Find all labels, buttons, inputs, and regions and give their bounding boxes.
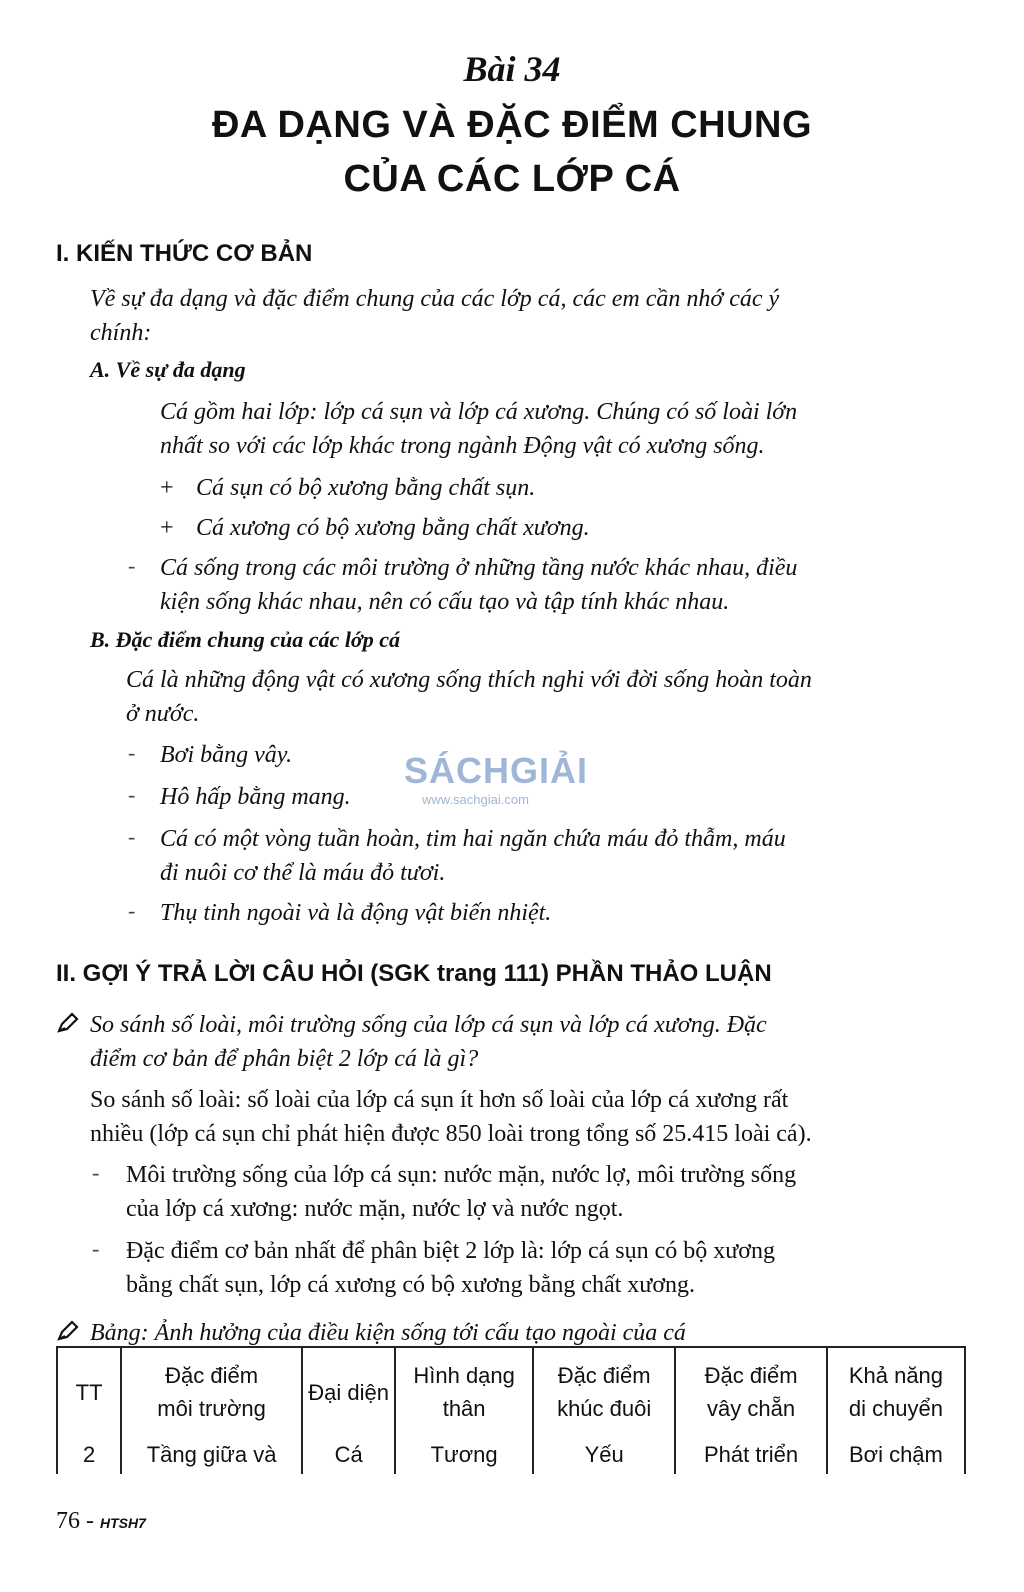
book-code: HTSH7 (100, 1515, 146, 1531)
a-paragraph1-line2: nhất so với các lớp khác trong ngành Động vật có xương sống. (160, 433, 765, 459)
table-cell: 2 (57, 1436, 121, 1474)
table-header-row (57, 1347, 965, 1436)
dash-marker: - (128, 740, 136, 765)
table-cell: Yếu (533, 1436, 675, 1474)
table-header-cell: Đặc điểm môi trường (121, 1347, 302, 1436)
b-item4: Thụ tinh ngoài và là động vật biến nhiệt. (160, 900, 552, 926)
b-paragraph-line2: ở nước. (126, 701, 200, 727)
watermark-url: www.sachgiai.com (422, 792, 529, 807)
a-plus-item2: Cá xương có bộ xương bằng chất xương. (196, 515, 590, 541)
b-item2: Hô hấp bằng mang. (160, 784, 351, 810)
b-item3-line1: Cá có một vòng tuần hoàn, tim hai ngăn chứa máu đỏ thẫm, máu (160, 826, 786, 852)
answer1-line2: nhiều (lớp cá sụn chỉ phát hiện được 850 loài trong tổng số 25.415 loài cá). (90, 1121, 812, 1147)
section1-intro-line1: Về sự đa dạng và đặc điểm chung của các lớp cá, các em cần nhớ các ý (90, 286, 780, 312)
fish-environment-table (56, 1346, 966, 1474)
table-header-cell: Khả năng di chuyển (827, 1347, 965, 1436)
dash-marker: - (128, 898, 136, 923)
table-caption: Bảng: Ảnh hưởng của điều kiện sống tới cấu tạo ngoài của cá (90, 1320, 686, 1346)
section1-intro-line2: chính: (90, 320, 152, 346)
dash-marker: - (128, 824, 136, 849)
dash-marker: - (92, 1160, 100, 1185)
answer2-line1: Môi trường sống của lớp cá sụn: nước mặn, nước lợ, môi trường sống (126, 1162, 797, 1188)
answer3-line1: Đặc điểm cơ bản nhất để phân biệt 2 lớp là: lớp cá sụn có bộ xương (126, 1238, 775, 1264)
b-item3-line2: đi nuôi cơ thể là máu đỏ tươi. (160, 860, 446, 886)
table-cell: Bơi chậm (827, 1436, 965, 1474)
subsection-b-heading: B. Đặc điểm chung của các lớp cá (90, 627, 400, 652)
table-cell: Phát triển (675, 1436, 827, 1474)
b-item1: Bơi bằng vây. (160, 742, 293, 768)
answer2-line2: của lớp cá xương: nước mặn, nước lợ và nước ngọt. (126, 1196, 624, 1222)
table-header-cell: Đặc điểm vây chẵn (675, 1347, 827, 1436)
a-paragraph2-line2: kiện sống khác nhau, nên có cấu tạo và tập tính khác nhau. (160, 589, 730, 615)
pencil-icon (56, 1320, 80, 1348)
dash-marker: - (128, 782, 136, 807)
page-footer (56, 1508, 146, 1535)
pencil-icon (56, 1012, 80, 1040)
plus-marker: + (160, 475, 174, 501)
lesson-number: Bài 34 (463, 49, 561, 89)
table-cell: Tương (395, 1436, 533, 1474)
page-title-line1: ĐA DẠNG VÀ ĐẶC ĐIỂM CHUNG (211, 104, 813, 146)
plus-marker: + (160, 515, 174, 541)
dash-marker: - (128, 553, 136, 578)
watermark (404, 750, 624, 810)
a-paragraph2-line1: Cá sống trong các môi trường ở những tầng nước khác nhau, điều (160, 555, 798, 581)
question1-line1: So sánh số loài, môi trường sống của lớp cá sụn và lớp cá xương. Đặc (90, 1012, 767, 1038)
table-header-cell: Đặc điểm khúc đuôi (533, 1347, 675, 1436)
dash-marker: - (92, 1236, 100, 1261)
subsection-a-heading: A. Về sự đa dạng (90, 357, 246, 382)
answer3-line2: bằng chất sụn, lớp cá xương có bộ xương bằng chất xương. (126, 1272, 696, 1298)
table-cell: Tầng giữa và (121, 1436, 302, 1474)
table-row (57, 1436, 965, 1474)
table-header-cell: Đại diện (302, 1347, 395, 1436)
a-plus-item1: Cá sụn có bộ xương bằng chất sụn. (196, 475, 536, 501)
watermark-text: SÁCHGIẢI (404, 750, 589, 791)
question1-line2: điểm cơ bản để phân biệt 2 lớp cá là gì? (90, 1046, 479, 1072)
answer1-line1: So sánh số loài: số loài của lớp cá sụn ít hơn số loài của lớp cá xương rất (90, 1087, 789, 1113)
section1-heading: I. KIẾN THỨC CƠ BẢN (56, 240, 313, 267)
table-cell: Cá (302, 1436, 395, 1474)
a-paragraph1-line1: Cá gồm hai lớp: lớp cá sụn và lớp cá xương. Chúng có số loài lớn (160, 399, 798, 425)
b-paragraph-line1: Cá là những động vật có xương sống thích nghi với đời sống hoàn toàn (126, 667, 812, 693)
page-title-line2: CỦA CÁC LỚP CÁ (343, 158, 681, 200)
footer-separator: - (86, 1508, 94, 1534)
table-header-cell: Hình dạng thân (395, 1347, 533, 1436)
section2-heading: II. GỢI Ý TRẢ LỜI CÂU HỎI (SGK trang 111) PHẦN THẢO LUẬN (56, 960, 772, 987)
page-number: 76 (56, 1508, 80, 1534)
table-header-cell: TT (57, 1347, 121, 1436)
